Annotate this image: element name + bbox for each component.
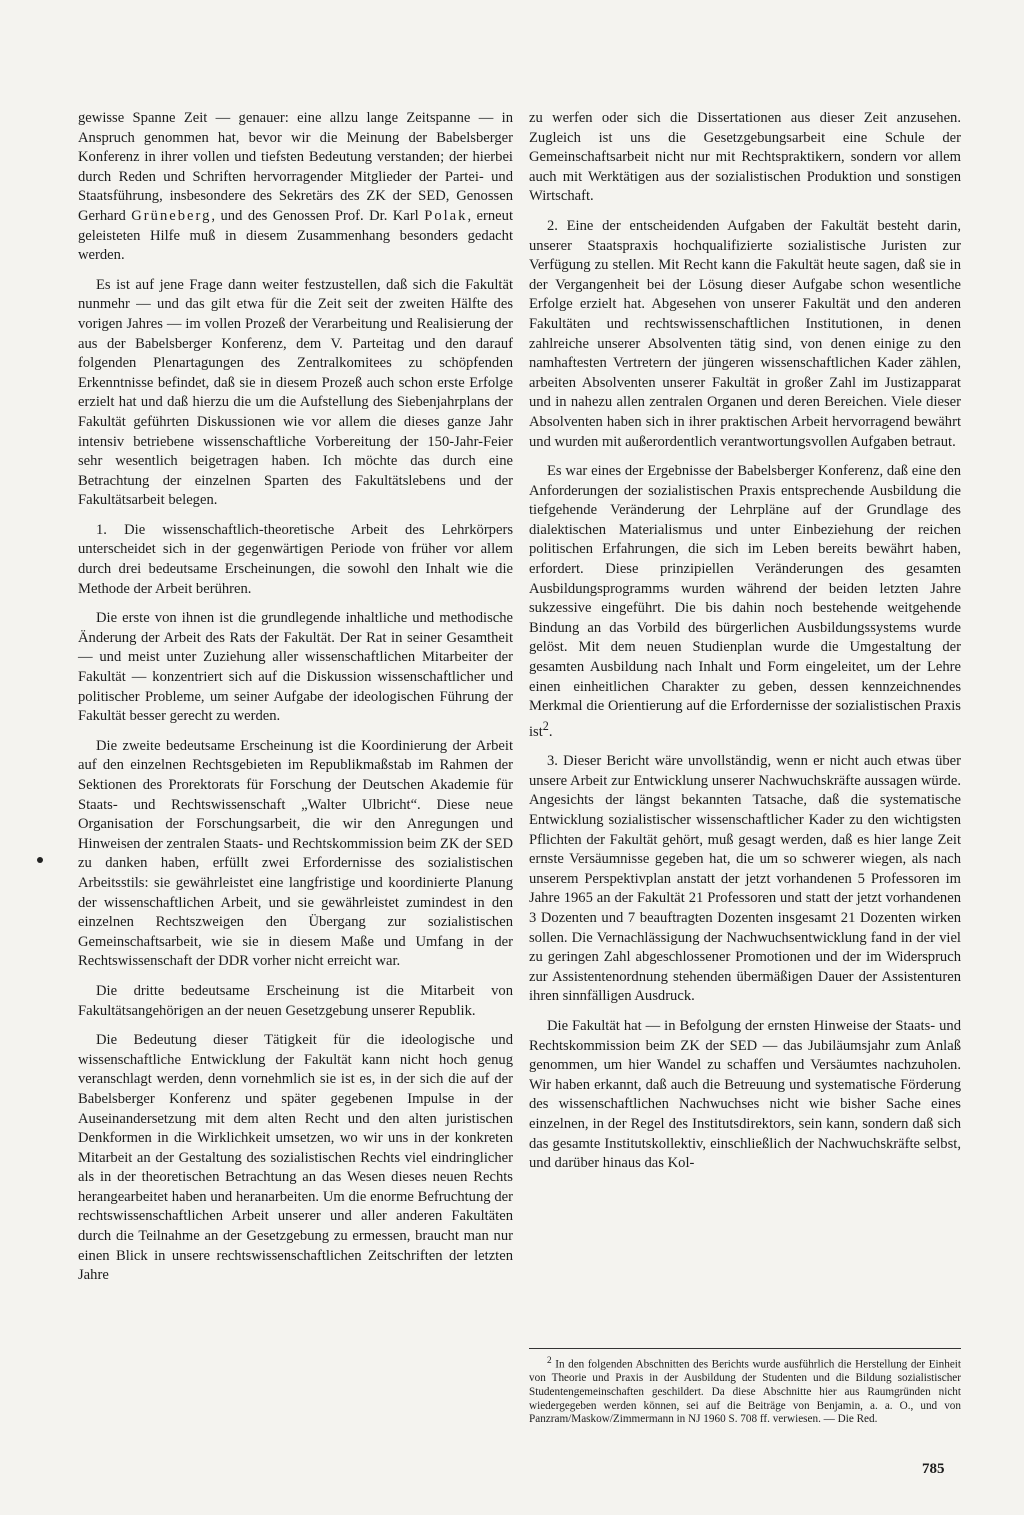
footnote-marker: 2 xyxy=(547,1356,552,1366)
footnote xyxy=(529,1355,961,1427)
paragraph: Es ist auf jene Frage dann weiter festzustellen, daß sich die Fakultät nunmehr — und das gilt etwa für die Zeit seit der zweiten Hälfte des vorigen Jahres — im vollen Prozeß der Verarbeitung und Realisierung der aus der Babelsberger Konferenz, dem V. Parteitag und den darauf folgenden Plenartagungen des Zentralkomitees zu schöpfenden Erkenntnisse befindet, daß sie in diesem Prozeß auch schon erste Erfolge erzielt hat und daß hierzu die um die Aufstellung des Siebenjahrplans der Fakultät geführten Diskussionen wie vor allem die dieses ganze Jahr intensiv betriebene wissenschaftliche Vorbereitung der 150-Jahr-Feier sehr wesentlich beigetragen haben. Ich möchte das durch eine Betrachtung der einzelnen Sparten des Fakultätslebens und der Fakultätsarbeit belegen. xyxy=(78,276,513,509)
footnote-text: In den folgenden Abschnitten des Berichts wurde ausführlich die Herstellung der Einheit von Theorie und Praxis in der Ausbildung der Studenten und die Bildung sozialistischer Studentengemeinschaften geschildert. Da diese Abschnitte hier aus Raumgründen nicht wiedergegeben werden können, sei auf die Beiträge von Benjamin, a. a. O., und von Panzram/Maskow/Zimmermann in NJ 1960 S. 708 ff. verwiesen. — Die Red. xyxy=(529,1358,961,1426)
paragraph: Die zweite bedeutsame Erscheinung ist die Koordinierung der Arbeit auf den einzelnen Rechtsgebieten im Republikmaßstab im Rahmen der Sektionen des Prorektorats für Forschung der Deutschen Akademie für Staats- und Rechtswissenschaft „Walter Ulbricht“. Diese neue Organisation der Forschungsarbeit, die wir den Anregungen und Hinweisen der zentralen Staats- und Rechtskommission beim ZK der SED zu danken haben, erfüllt zwei Erfordernisse des sozialistischen Arbeitsstils: sie gewährleistet eine langfristige und koordinierte Planung der wissenschaftlichen Arbeit, und sie gewährleistet zumindest in den einzelnen Rechtszweigen den Übergang zur sozialistischen Gemeinschaftsarbeit, wie sie in diesem Maße und Umfang in der Rechtswissenschaft der DDR vorher nicht erreicht war. xyxy=(78,737,513,970)
page-number: 785 xyxy=(922,1461,945,1477)
paragraph: zu werfen oder sich die Dissertationen aus dieser Zeit anzusehen. Zugleich ist uns die Gesetzgebungsarbeit eine Schule der Gemeinschaftsarbeit nicht nur mit Rechtspraktikern, sondern vor allem auch mit Werktätigen aus der sozialistischen Produktion und sonstigen Wirtschaft. xyxy=(529,110,961,205)
person-name: Grüneberg xyxy=(131,207,212,224)
paragraph: Die erste von ihnen ist die grundlegende inhaltliche und methodische Änderung der Arbeit des Rats der Fakultät. Der Rat in seiner Gesamtheit — und meist unter Zuziehung aller wissenschaftlichen Mitarbeiter der Fakultät — konzentriert sich auf die Diskussion wissenschaftlicher und politischer Probleme, um seiner Aufgabe der ideologischen Führung der Fakultät besser gerecht zu werden. xyxy=(78,610,513,725)
left-column xyxy=(78,109,513,1296)
paragraph: Die Fakultät hat — in Befolgung der ernsten Hinweise der Staats- und Rechtskommission beim ZK der SED — das Jubiläumsjahr zum Anlaß genommen, um hier Wandel zu schaffen und Versäumtes nachzuholen. Wir haben erkannt, daß auch die Betreuung und systematische Förderung des wissenschaftlichen Nachwuchses nicht wie bisher Sache eines einzelnen, in der Regel des Institutsdirektors, sein kann, sondern daß sich das gesamte Institutskollektiv, einschließlich der Nachwuchskräfte selbst, und darüber hinaus das Kol- xyxy=(529,1017,961,1172)
paragraph-text: , und des Genossen Prof. Dr. Karl xyxy=(211,207,419,224)
paragraph: Die dritte bedeutsame Erscheinung ist die Mitarbeit von Fakultätsangehörigen an der neuen Gesetzgebung unserer Republik. xyxy=(78,982,513,1019)
paragraph: 2. Eine der entscheidenden Aufgaben der Fakultät besteht darin, unserer Staatspraxis hochqualifizierte sozialistische Juristen zur Verfügung zu stellen. Mit Recht kann die Fakultät heute sagen, daß sie in der Vergangenheit bei der Lösung dieser Aufgabe schon wesentliche Erfolge erzielt hat. Abgesehen von unserer Fakultät und den anderen Fakultäten und rechtswissenschaftlichen Institutionen, in denen zahlreiche unserer Absolventen tätig sind, von denen einige zu den namhaftesten Vertretern der jüngeren wissenschaftlichen Kader zählen, arbeiten Absolventen unserer Fakultät in großer Zahl im Justizapparat und in nahezu allen zentralen Organen und deren Bereichen. Viele dieser Absolventen haben sich in ihrer praktischen Arbeit hervorragend bewährt und wurden mit außerordentlich verantwortungsvollen Aufgaben betraut. xyxy=(529,217,961,450)
paragraph-text: . xyxy=(548,723,553,740)
paragraph: 1. Die wissenschaftlich-theoretische Arbeit des Lehrkörpers unterscheidet sich in der gegenwärtigen Periode von früher vor allem durch drei bedeutsame Erscheinungen, die sowohl den Inhalt wie die Methode der Arbeit berühren. xyxy=(78,521,513,597)
paragraph xyxy=(78,109,513,266)
right-column xyxy=(529,109,961,1184)
paragraph xyxy=(529,462,961,742)
person-name: Polak xyxy=(424,207,468,224)
paragraph-text: , erneut geleisteten Hilfe muß in diesem Zusammenhang besonders gedacht werden. xyxy=(78,207,514,264)
margin-dot xyxy=(37,857,43,863)
paragraph-text: gewisse Spanne Zeit — genauer: eine allzu lange Zeitspanne — in Anspruch genommen hat, bevor wir die Meinung der Babelsberger Konferenz in ihrer vollen und tiefsten Bedeutung verstanden; der hierbei durch Reden und Schriften hervorragender Mitglieder der Partei- und Staatsführung, insbesondere des Sekretärs des ZK der SED, Genossen Gerhard xyxy=(78,110,513,224)
paragraph: 3. Dieser Bericht wäre unvollständig, wenn er nicht auch etwas über unsere Arbeit zur Entwicklung unserer Nachwuchskräfte aussagen würde. Angesichts der längst bekannten Tatsache, daß die systematische Entwicklung sozialistischer wissenschaftlicher Kader zu den wichtigsten Pflichten der Fakultät gehört, muß gesagt werden, daß es hier lange Zeit ernste Versäumnisse gegeben hat, die um so schwerer wiegen, als nach unserem Perspektivplan anstatt der jetzt vorhandenen 5 Professoren im Jahre 1965 an der Fakultät 21 Professoren und statt der jetzt vorhandenen 3 Dozenten und 7 beauftragten Dozenten insgesamt 21 Dozenten wirken sollen. Die Vernachlässigung der Nachwuchsentwicklung fand in der viel zu geringen Zahl abgeschlossener Promotionen und der im Widerspruch zur Assistentenordnung stehenden übermäßigen Dauer der Assistenturen ihren sinnfälligen Ausdruck. xyxy=(529,753,961,1005)
paragraph-text: Es war eines der Ergebnisse der Babelsberger Konferenz, daß eine den Anforderungen der sozialistischen Praxis entsprechende Ausbildung die tiefgehende Veränderung der Lehrpläne auf der Grundlage des dialektischen Materialismus und unter Einbeziehung der reichen politischen Erfahrungen, die sich im Leben bereits bewährt haben, erfordert. Diese prinzipiellen Veränderungen des gesamten Ausbildungsprogramms wurden während der beiden letzten Jahre sukzessive eingeführt. Die bis dahin noch bestehende weitgehende Bindung an das Vorbild des bürgerlichen Ausbildungssystems wurde gelöst. Mit dem neuen Studienplan wurde die Umgestaltung der gesamten Ausbildung nach Inhalt und Form eingeleitet, um der Lehre einen einheitlichen Charakter zu geben, dessen kennzeichnendes Merkmal die Orientierung auf die Erfordernisse der sozialistischen Praxis ist xyxy=(529,463,961,740)
footnote-section xyxy=(529,1348,961,1427)
footnote-ref: 2 xyxy=(542,718,549,733)
paragraph: Die Bedeutung dieser Tätigkeit für die ideologische und wissenschaftliche Entwicklung der Fakultät kann nicht hoch genug veranschlagt werden, denn vornehmlich sie ist es, in der sich die auf der Babelsberger Konferenz und später gegebenen Impulse in der Auseinandersetzung mit dem alten Recht und den alten juristischen Denkformen in die Wirklichkeit umsetzen, wo wir uns in der konkreten Mitarbeit an der Gestaltung des sozialistischen Rechts viel eindringlicher als in der theoretischen Betrachtung an das Wesen dieses neuen Rechts herangearbeitet haben und heranarbeiten. Um die enorme Befruchtung der rechtswissenschaftlichen Arbeit unserer und aller anderen Fakultäten durch die Teilnahme an der Gesetzgebung zu ermessen, braucht man nur einen Blick in unsere rechtswissenschaftlichen Zeitschriften der letzten Jahre xyxy=(78,1032,513,1284)
